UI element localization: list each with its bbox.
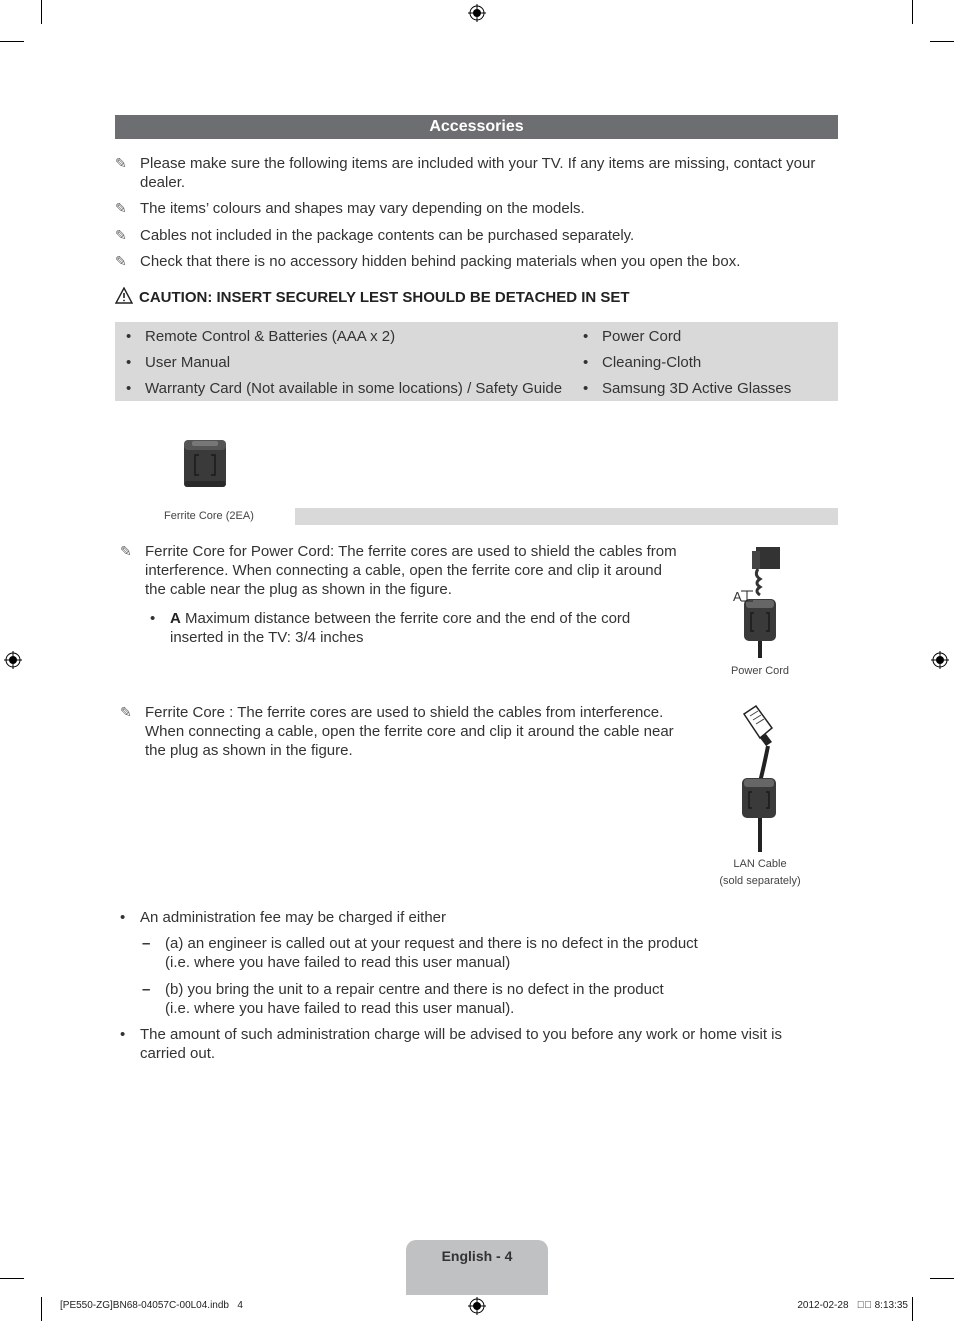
lan-note: ✎ Ferrite Core : The ferrite cores are used to shield the cables from interference. When connecting a cable, open the ferrite core and clip it around the cable near the plug as shown in the figure. [120,704,674,759]
list-item: • The amount of such administration charge will be advised to you before any work or home visit is carried out. [120,1026,782,1062]
page-number-tab [406,1240,548,1295]
pencil-note-icon: ✎ [115,155,127,171]
registration-mark-icon [468,4,486,22]
ferrite-caption: Ferrite Core (2EA) [164,510,254,522]
registration-mark-icon [468,1297,486,1315]
pencil-note-icon: ✎ [120,704,132,720]
caution-text: CAUTION: INSERT SECURELY LEST SHOULD BE DETACHED IN SET [115,287,630,307]
crop-mark [930,1278,954,1279]
pencil-note-icon: ✎ [120,543,132,559]
list-item: • Cleaning-Cloth [583,354,702,371]
list-item: • User Manual [126,354,231,371]
note: ✎ The items’ colours and shapes may vary depending on the models. [115,200,585,217]
lan-cable-image [728,702,792,852]
power-cord-note: ✎ Ferrite Core for Power Cord: The ferrite cores are used to shield the cables from interference. When connecting a cable, open the ferrite core and clip it around the cable near the plug as shown in the figure. [120,543,677,598]
pencil-note-icon: ✎ [115,227,127,243]
power-cord-sub-item: • A Maximum distance between the ferrite core and the end of the cord inserted in the TV: 3/4 inches [150,610,631,646]
crop-mark [0,41,24,42]
page-number: English - 4 [441,1248,513,1264]
note: ✎ Check that there is no accessory hidden behind packing materials when you open the box. [115,253,741,270]
ferrite-core-image [182,437,228,489]
crop-mark [41,0,42,24]
list-item: • Power Cord [583,328,682,345]
power-cord-label: Power Cord [730,665,790,677]
footer-timestamp: 2012-02-28 ￿￿ 8:13:35 [797,1300,908,1311]
list-item: • Remote Control & Batteries (AAA x 2) [126,328,396,345]
crop-mark [930,41,954,42]
crop-mark [0,1278,24,1279]
crop-mark [912,0,913,24]
registration-mark-icon [931,651,949,669]
list-item: – (b) you bring the unit to a repair centre and there is no defect in the product (i.e. where you have failed to read this user manual). [142,981,664,1017]
crop-mark [912,1297,913,1321]
power-cord-marker: A [733,589,742,604]
lan-cable-label: LAN Cable [733,858,787,870]
list-item: • Warranty Card (Not available in some locations) / Safety Guide [126,380,563,397]
warning-icon [115,287,133,304]
note: ✎ Please make sure the following items are included with your TV. If any items are missing, contact your dealer. [115,155,816,191]
section-title: Accessories [115,115,838,139]
lan-cable-sublabel: (sold separately) [719,875,801,887]
registration-mark-icon [4,651,22,669]
crop-mark [41,1297,42,1321]
list-item: • An administration fee may be charged if either [120,909,446,926]
pencil-note-icon: ✎ [115,200,127,216]
note: ✎ Cables not included in the package contents can be purchased separately. [115,227,635,244]
footer-file-info: [PE550-ZG]BN68-04057C-00L04.indb 4 [60,1300,243,1311]
list-item: – (a) an engineer is called out at your request and there is no defect in the product (i.e. where you have failed to read this user manual) [142,935,698,971]
list-item: • Samsung 3D Active Glasses [583,380,792,397]
pencil-note-icon: ✎ [115,253,127,269]
